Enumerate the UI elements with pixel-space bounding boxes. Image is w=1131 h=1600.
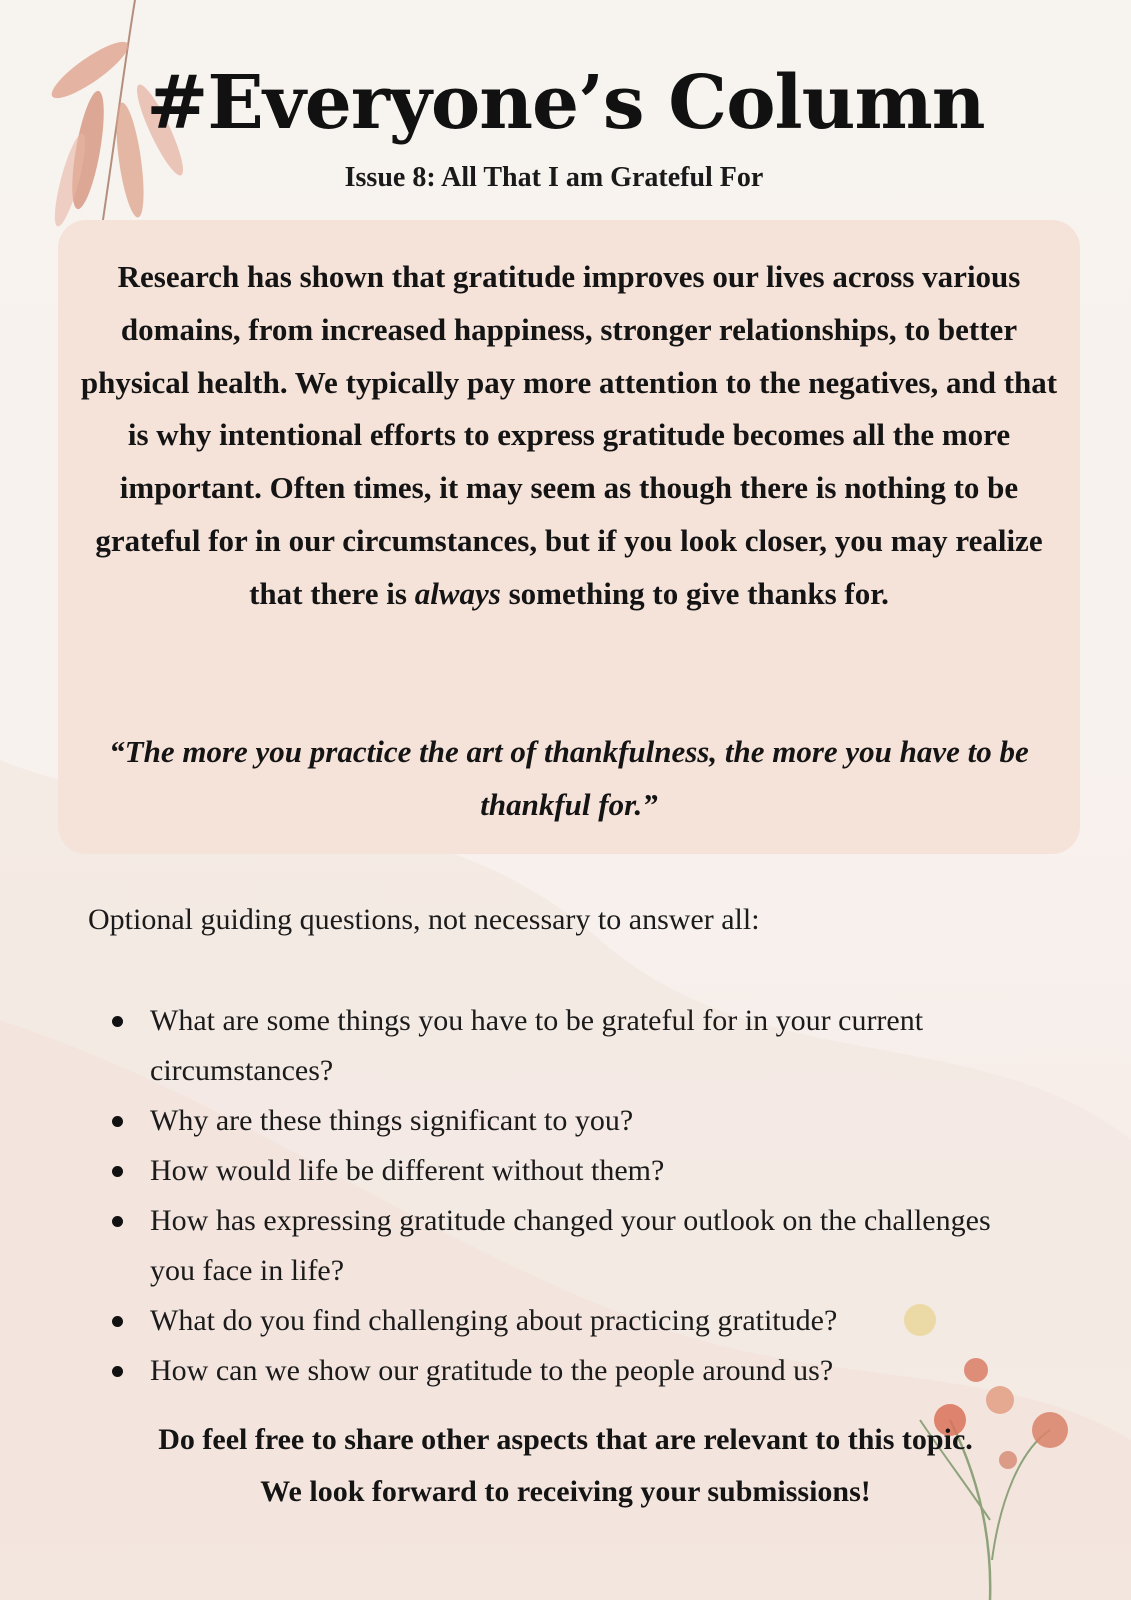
- bullet-icon: [112, 1366, 123, 1377]
- question-text: How can we show our gratitude to the people around us?: [150, 1354, 834, 1387]
- gratitude-quote: “The more you practice the art of thankfulness, the more you have to be thankful for.”: [109, 734, 1029, 822]
- list-item: [112, 1346, 1032, 1396]
- guide-heading: Optional guiding questions, not necessary to answer all:: [88, 903, 760, 936]
- question-text: What are some things you have to be grateful for in your current circumstances?: [150, 1004, 924, 1087]
- column-title: #Everyone’s Column: [146, 60, 985, 146]
- bullet-icon: [112, 1316, 123, 1327]
- question-text: How would life be different without them?: [150, 1154, 665, 1187]
- question-text: What do you find challenging about practicing gratitude?: [150, 1304, 838, 1337]
- question-text: How has expressing gratitude changed your outlook on the challenges you face in life?: [150, 1204, 991, 1287]
- intro-text: Research has shown that gratitude improves our lives across various domains, from increased happiness, stronger relationships, to better physical health. We typically pay more attention to the negatives, and that is why intentional efforts to express gratitude becomes all the more important. Often times, it may seem as though there is nothing to be grateful for in our circumstances, but if you look closer, you may realize that there is: [80, 259, 1058, 611]
- intro-emphasis: always: [414, 575, 501, 611]
- question-text: Why are these things significant to you?: [150, 1104, 634, 1137]
- bullet-icon: [112, 1166, 123, 1177]
- intro-paragraph: [78, 251, 1060, 621]
- bullet-icon: [112, 1116, 123, 1127]
- question-list: [112, 996, 1032, 1396]
- bullet-icon: [112, 1216, 123, 1227]
- issue-subtitle: Issue 8: All That I am Grateful For: [344, 162, 764, 193]
- intro-text-end: something to give thanks for.: [500, 575, 889, 611]
- list-item: [112, 996, 1032, 1096]
- closing-line-2: We look forward to receiving your submissions!: [260, 1475, 871, 1508]
- bullet-icon: [112, 1016, 123, 1027]
- list-item: [112, 1196, 1032, 1296]
- list-item: [112, 1296, 1032, 1346]
- closing-note: [0, 1414, 1131, 1518]
- closing-line-1: Do feel free to share other aspects that are relevant to this topic.: [158, 1423, 973, 1456]
- list-item: [112, 1096, 1032, 1146]
- list-item: [112, 1146, 1032, 1196]
